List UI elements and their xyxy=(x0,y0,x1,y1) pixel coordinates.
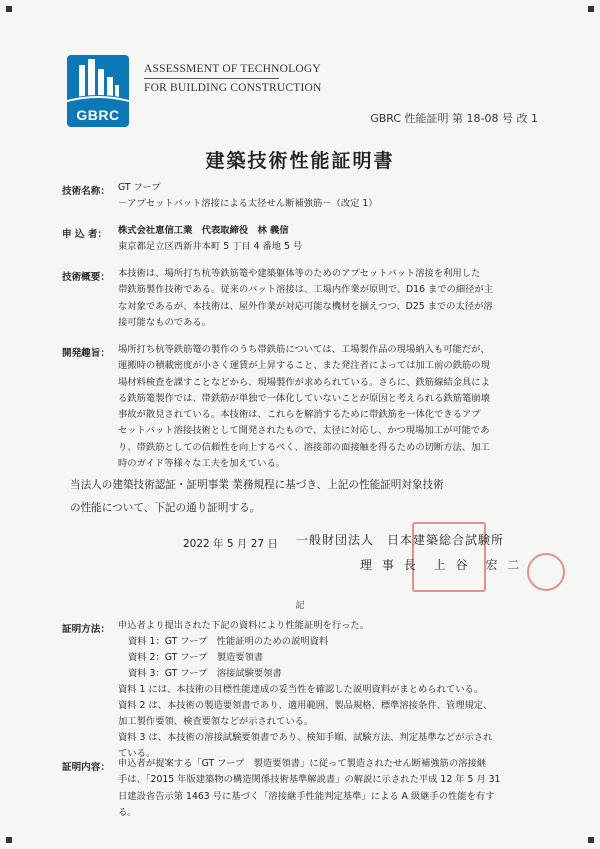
method-intro: 申込者より提出された下記の資料により性能証明を行った。 xyxy=(118,620,370,631)
corner-mark xyxy=(588,6,594,12)
method-note: 加工製作要領、検査要領などが示されている。 xyxy=(118,716,314,727)
method-label: 証明方法： xyxy=(62,624,110,635)
org-line-1: ASSESSMENT OF TECHNOLOGY xyxy=(144,63,321,75)
text-line: 本技術は、場所打ち杭等鉄筋篭や建築躯体等のためのアプセットバット溶接を利用した xyxy=(118,268,481,279)
text-line: 運搬時の積載密度が小さく運賃が上昇すること、また発注者によっては加工前の鉄筋の現 xyxy=(118,360,490,372)
corner-mark xyxy=(6,6,12,12)
ki-marker: 記 xyxy=(295,601,305,611)
text-line: る。 xyxy=(118,806,137,818)
text-line: 接可能なものである。 xyxy=(118,316,211,328)
applicant-label: 申 込 者： xyxy=(62,229,108,240)
method-note: ている。 xyxy=(118,748,156,759)
technology-label: 技術名称： xyxy=(62,186,110,197)
certificate-number: GBRC 性能証明 第 18-08 号 改 1 xyxy=(370,112,538,125)
text-line: 場所打ち杭等鉄筋篭の製作のうち帯鉄筋については、工場製作品の現場納入も可能だが、 xyxy=(118,344,490,355)
content-text xyxy=(118,756,548,821)
purpose-text xyxy=(118,342,548,472)
text-line: セットバット溶接技術として開発されたもので、太径に対応し、かつ現場加工が可能であ xyxy=(118,425,490,437)
corner-mark xyxy=(6,837,12,843)
official-seal-round xyxy=(527,553,565,591)
certification-statement xyxy=(70,474,540,520)
org-line-2: FOR BUILDING CONSTRUCTION xyxy=(144,82,322,94)
method-doc-3: 資料 3：GT フープ 溶接試験要領書 xyxy=(128,668,282,679)
text-line: 帯鉄筋製作技術である。従来のバット溶接は、工場内作業が原則で、D16 までの細径が主 xyxy=(118,284,494,296)
method-doc-1: 資料 1：GT フープ 性能証明のための説明資料 xyxy=(128,636,329,647)
overview-text xyxy=(118,266,548,331)
issue-date: 2022 年 5 月 27 日 xyxy=(183,538,278,550)
text-line: 事故が散見されている。本技術は、これらを解消するために帯鉄筋を一体化できるアプ xyxy=(118,409,481,421)
issuer-organization: 一般財団法人 日本建築総合試験所 xyxy=(296,533,505,547)
text-line: 場材料検査を課すことなどから、現場製作が求められている。さらに、鉄筋線結金具によ xyxy=(118,376,490,388)
document-title: 建築技術性能証明書 xyxy=(205,150,395,172)
issuer-representative: 理 事 長 上 谷 宏 二 xyxy=(360,558,523,572)
method-note: 資料 1 には、本技術の目標性能達成の妥当性を確認した説明資料がまとめられている。 xyxy=(118,684,484,695)
purpose-label: 開発趣旨： xyxy=(62,348,110,359)
buildings-icon xyxy=(67,55,129,111)
applicant-company: 株式会社恵信工業 代表取締役 林 義信 xyxy=(118,225,289,236)
text-line: 時のガイド等様々な工夫を加えている。 xyxy=(118,458,286,470)
logo-text: GBRC xyxy=(76,107,120,123)
method-note: 資料 3 は、本技術の溶接試験要領書であり、検知手順、試験方法、判定基準などが示され xyxy=(118,732,493,743)
text-line: 手は、「2015 年版建築物の構造関係技術基準解説書」の解説に示された平成 12 年 5 月 31 xyxy=(118,774,501,786)
text-line: り、帯鉄筋としての信頼性を向上するべく、溶接部の面接触を得るための切断方法、加工 xyxy=(118,441,490,453)
org-divider xyxy=(144,78,279,79)
technology-name: GT フープ xyxy=(118,182,161,193)
text-line: 当法人の建築技術認証・証明事業 業務規程に基づき、上記の性能証明対象技術 xyxy=(70,479,444,491)
text-line: 申込者が提案する「GT フープ 製造要領書」に従って製造されたせん断補強筋の溶接継 xyxy=(118,758,487,769)
applicant-address: 東京都足立区西新井本町 5 丁目 4 番地 5 号 xyxy=(118,241,303,252)
overview-label: 技術概要： xyxy=(62,272,110,283)
text-line: 日建設省告示第 1463 号に基づく「溶接継手性能判定基準」による A 級継手の性能を有す xyxy=(118,790,495,802)
method-doc-2: 資料 2：GT フープ 製造要領書 xyxy=(128,652,264,663)
corner-mark xyxy=(588,837,594,843)
text-line: の性能について、下記の通り証明する。 xyxy=(70,502,261,514)
text-line: る鉄筋篭製作では、帯鉄筋が単独で一体化していないことが原因と考えられる鉄筋篭崩壊 xyxy=(118,392,490,404)
technology-subtitle: －アプセットバット溶接による太径せん断補強筋－（改定 1） xyxy=(118,198,378,209)
content-label: 証明内容： xyxy=(62,762,110,773)
gbrc-logo xyxy=(67,55,129,127)
method-note: 資料 2 は、本技術の製造要領書であり、適用範囲、製品規格、標準溶接条件、管理規定、 xyxy=(118,700,493,711)
text-line: な対象であるが、本技術は、屋外作業が対応可能な機材を揃えつつ、D25 までの太径が溶 xyxy=(118,300,493,312)
